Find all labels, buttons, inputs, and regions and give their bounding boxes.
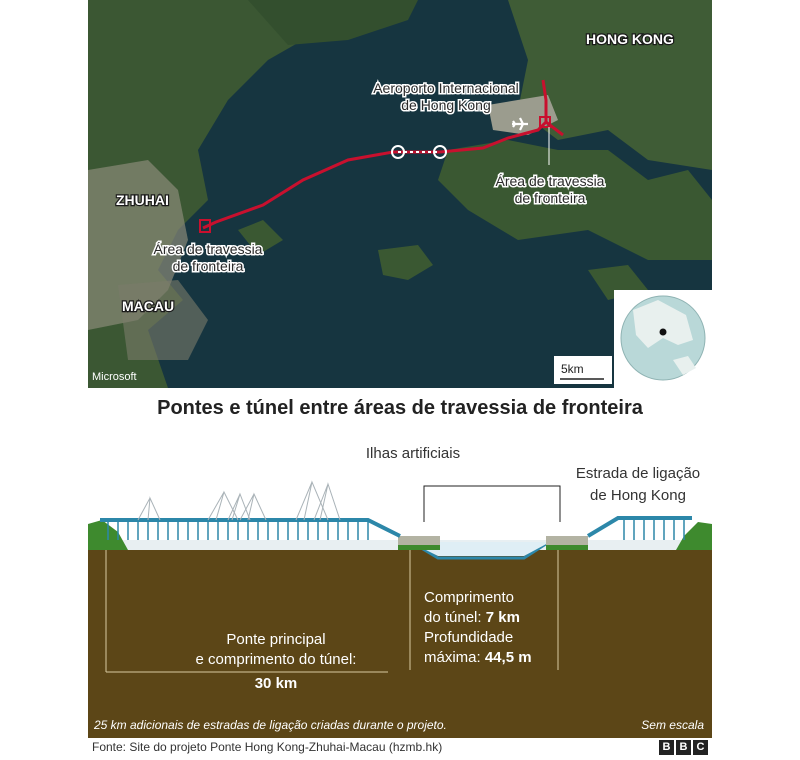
tunnel-length-line2: do túnel: 7 km bbox=[424, 609, 520, 626]
cross-section-diagram bbox=[88, 432, 712, 738]
scale-label: 5km bbox=[561, 362, 584, 376]
hk-road-label-line2: de Hong Kong bbox=[590, 487, 686, 504]
depth-line1: Profundidade bbox=[424, 629, 514, 646]
label-crossing-east-line2: de fronteira bbox=[514, 190, 586, 206]
not-to-scale-label: Sem escala bbox=[641, 718, 704, 732]
main-bridge-value: 30 km bbox=[254, 675, 298, 692]
main-bridge-line1: Ponte principal bbox=[226, 631, 326, 648]
label-zhuhai: ZHUHAI bbox=[116, 192, 169, 208]
hk-road-label-line1: Estrada de ligação bbox=[575, 465, 701, 482]
seabed-ground bbox=[88, 550, 712, 738]
bbc-logo-letter: C bbox=[693, 740, 708, 755]
label-crossing-west-line2: de fronteira bbox=[172, 258, 244, 274]
label-crossing-west-line1: Área de travessia bbox=[153, 241, 263, 257]
satellite-map bbox=[88, 0, 712, 388]
islands-label: Ilhas artificiais bbox=[365, 445, 461, 462]
depth-line2: máxima: 44,5 m bbox=[424, 649, 532, 666]
label-airport-line1: Aeroporto Internacional bbox=[373, 80, 519, 96]
label-hong-kong: HONG KONG bbox=[586, 31, 674, 47]
label-macau: MACAU bbox=[122, 298, 175, 314]
tunnel-length-line1: Comprimento bbox=[424, 589, 515, 606]
map-svg bbox=[88, 0, 712, 388]
globe-icon bbox=[621, 296, 705, 380]
bbc-logo bbox=[659, 740, 708, 755]
artificial-island-west-base bbox=[398, 545, 440, 550]
bbc-logo-letter: B bbox=[676, 740, 691, 755]
label-airport-line2: de Hong Kong bbox=[401, 97, 491, 113]
label-microsoft: Microsoft bbox=[92, 371, 137, 383]
diagram-svg bbox=[88, 432, 712, 738]
label-crossing-east-line1: Área de travessia bbox=[495, 173, 605, 189]
main-bridge-line2: e comprimento do túnel: bbox=[195, 651, 357, 668]
bbc-logo-letter: B bbox=[659, 740, 674, 755]
source-credit: Fonte: Site do projeto Ponte Hong Kong-Zhuhai-Macau (hzmb.hk) bbox=[92, 740, 443, 754]
page-title: Pontes e túnel entre áreas de travessia de fronteira bbox=[157, 397, 643, 419]
footnote: 25 km adicionais de estradas de ligação criadas durante o projeto. bbox=[94, 718, 447, 732]
artificial-island-east-base bbox=[546, 545, 588, 550]
